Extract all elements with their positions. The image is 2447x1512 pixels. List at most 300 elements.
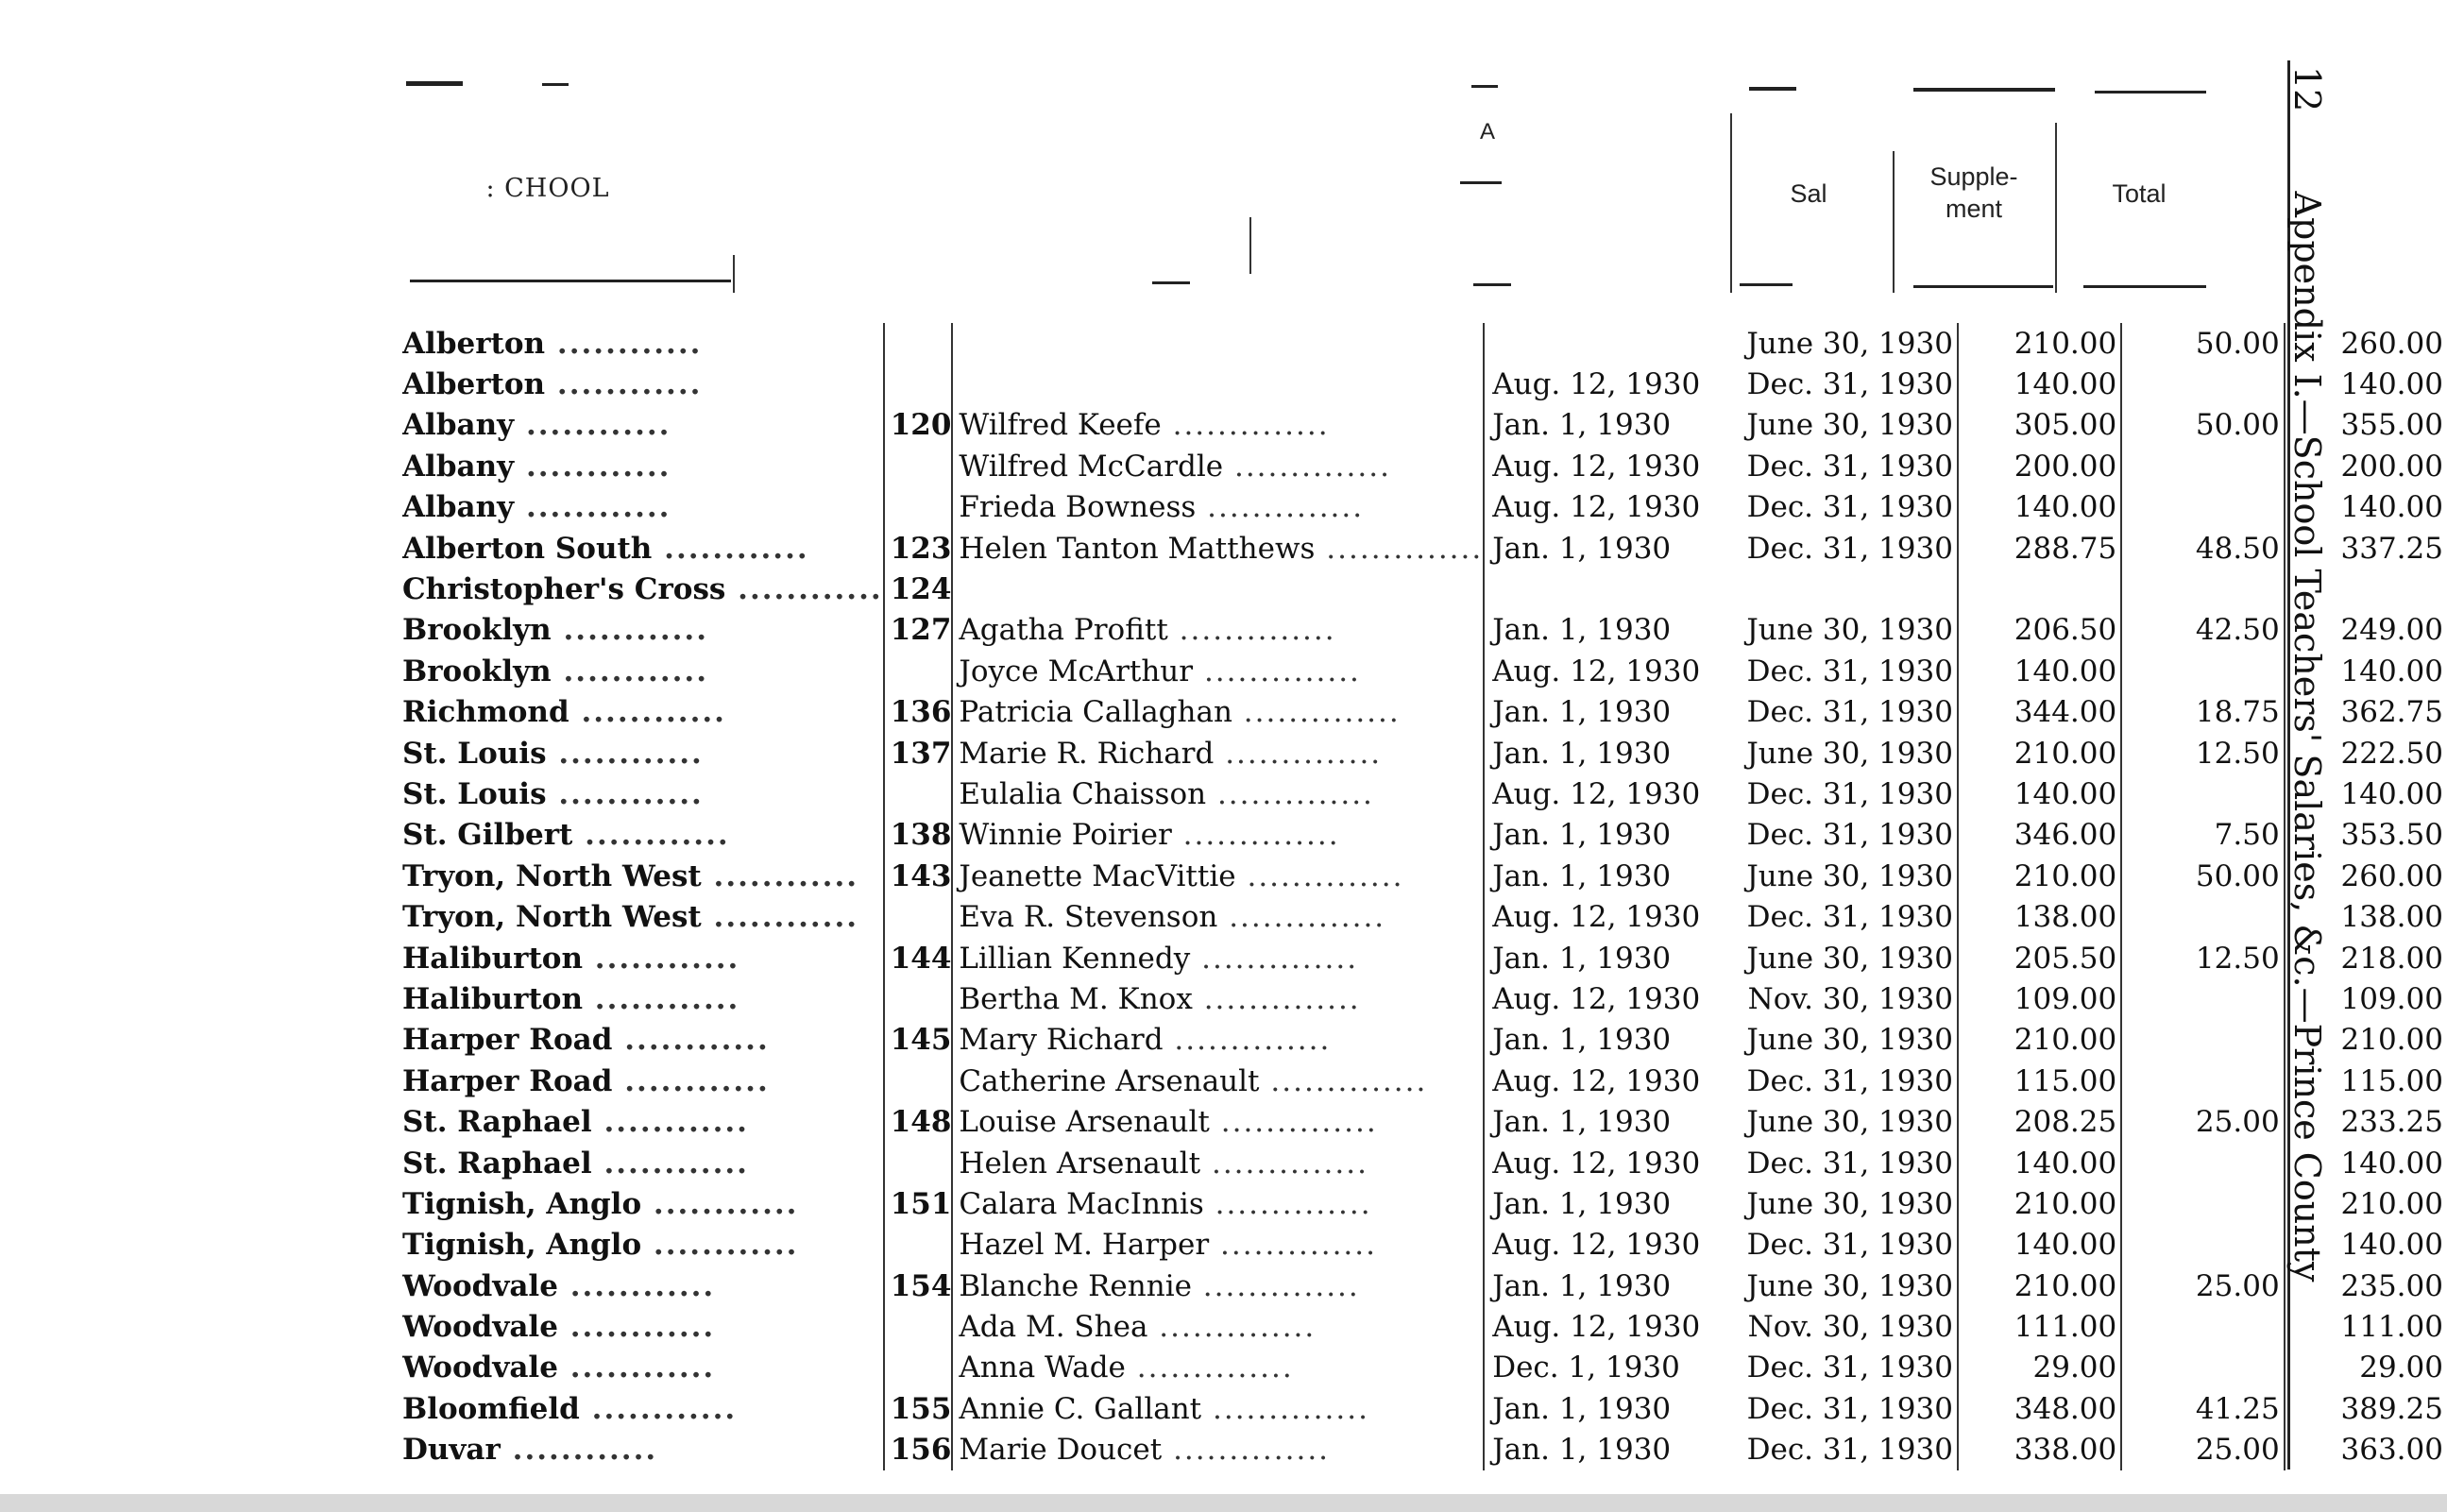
table-cell-teacher-text: Bertha M. Knox (959, 981, 1193, 1016)
table-cell-date-from-text: Aug. 12, 1930 (1492, 1063, 1701, 1098)
table-cell-date-to-text: Dec. 31, 1930 (1746, 695, 1953, 730)
table-cell-date-to (1736, 1306, 1957, 1347)
table-cell-date-to (1736, 1061, 1957, 1101)
table-cell-teacher (952, 773, 1484, 814)
table-cell-total-text: 210.00 (2340, 1186, 2443, 1221)
leader-dots: .............. (1206, 776, 1374, 811)
table-cell-school (402, 446, 884, 486)
header-divider (1460, 181, 1502, 184)
table-cell-total (2285, 1430, 2447, 1470)
leader-dots: ............ (514, 490, 671, 525)
table-cell-date-from (1484, 1306, 1736, 1347)
header-column-rule (1249, 217, 1251, 274)
table-cell-total-text: 115.00 (2340, 1063, 2443, 1098)
table-cell-salary-text: 210.00 (2014, 736, 2117, 771)
table-cell-school (402, 1101, 884, 1142)
table-cell-date-to-text: Dec. 31, 1930 (1746, 531, 1953, 566)
table-cell-supplement-text: 7.50 (2214, 818, 2280, 853)
table-cell-supplement-text: 25.00 (2195, 1268, 2280, 1303)
leader-dots: .............. (1235, 858, 1404, 893)
table-cell-district-number-text: 151 (890, 1186, 952, 1221)
table-cell-date-to-text: Dec. 31, 1930 (1746, 1228, 1953, 1263)
table-cell-date-from-text: Jan. 1, 1930 (1492, 818, 1672, 853)
table-cell-teacher (952, 692, 1484, 733)
table-cell-district-number (884, 1143, 953, 1183)
table-cell-supplement (2121, 1225, 2284, 1266)
table-cell-district-number (884, 528, 953, 569)
leader-dots: .............. (1125, 1351, 1294, 1385)
table-cell-teacher (952, 1061, 1484, 1101)
table-cell-date-from (1484, 323, 1736, 364)
table-cell-salary (1958, 1143, 2121, 1183)
table-cell-date-from-text: Jan. 1, 1930 (1492, 695, 1672, 730)
table-cell-school (402, 1225, 884, 1266)
table-cell-total-text: 249.00 (2340, 613, 2443, 648)
leader-dots: .............. (1147, 1310, 1317, 1345)
table-cell-total-text: 140.00 (2340, 1146, 2443, 1181)
supplement-column-header: Supple- ment (1929, 162, 2018, 223)
table-cell-teacher-text: Helen Arsenault (959, 1146, 1201, 1181)
table-cell-supplement-text: 41.25 (2195, 1391, 2280, 1426)
leader-dots: ............ (591, 1105, 749, 1140)
total-column-header: Total (2112, 179, 2167, 208)
table-cell-total-text: 138.00 (2340, 900, 2443, 935)
leader-dots: .............. (1217, 900, 1386, 935)
table-cell-date-from-text: Aug. 12, 1930 (1492, 981, 1701, 1016)
table-cell-district-number (884, 773, 953, 814)
table-cell-supplement (2121, 446, 2284, 486)
table-cell-teacher-text: Eulalia Chaisson (959, 776, 1207, 811)
table-cell-salary (1958, 856, 2121, 896)
table-cell-salary (1958, 364, 2121, 404)
table-cell-district-number (884, 610, 953, 651)
table-cell-salary (1958, 651, 2121, 691)
leader-dots: .............. (1201, 1391, 1369, 1426)
table-cell-district-number (884, 1101, 953, 1142)
table-cell-district-number (884, 1348, 953, 1388)
table-cell-date-to (1736, 1101, 1957, 1142)
appointed-column-header: A (1479, 119, 1495, 144)
leader-dots: ............ (500, 1433, 658, 1468)
table-cell-salary-text: 206.50 (2014, 613, 2117, 648)
table-cell-district-number (884, 364, 953, 404)
table-cell-date-from-text: Jan. 1, 1930 (1492, 613, 1672, 648)
table-cell-date-from-text: Aug. 12, 1930 (1492, 1146, 1701, 1181)
table-cell-date-from (1484, 446, 1736, 486)
table-cell-date-to (1736, 815, 1957, 856)
table-cell-date-to-text: June 30, 1930 (1746, 1023, 1953, 1058)
header-divider (1913, 285, 2053, 288)
leader-dots: ............ (545, 367, 703, 402)
table-cell-school-text: Tignish, Anglo (402, 1228, 642, 1263)
table-cell-supplement (2121, 1143, 2284, 1183)
school-column-header: : CHOOL (485, 174, 610, 203)
table-cell-salary (1958, 733, 2121, 773)
table-cell-teacher-text: Agatha Profitt (959, 613, 1168, 648)
table-cell-salary (1958, 610, 2121, 651)
table-row (402, 815, 2447, 856)
header-rule-fragment (542, 83, 569, 86)
table-cell-district-number-text: 145 (890, 1023, 952, 1058)
table-cell-school-text: St. Raphael (402, 1146, 592, 1181)
table-cell-salary-text: 140.00 (2014, 1146, 2117, 1181)
table-cell-total-text: 353.50 (2340, 818, 2443, 853)
table-cell-teacher-text: Winnie Poirier (959, 818, 1172, 853)
table-cell-date-from (1484, 1388, 1736, 1429)
table-cell-date-from-text: Jan. 1, 1930 (1492, 941, 1672, 976)
leader-dots: ............ (612, 1023, 770, 1058)
table-cell-school-text: Woodvale (402, 1351, 558, 1385)
table-cell-district-number-text: 124 (890, 572, 952, 607)
table-cell-salary-text: 140.00 (2014, 490, 2117, 525)
leader-dots: .............. (1232, 695, 1401, 730)
table-cell-salary-text: 305.00 (2014, 408, 2117, 443)
table-cell-date-to (1736, 1183, 1957, 1224)
table-cell-total-text: 200.00 (2340, 449, 2443, 484)
table-cell-teacher (952, 1388, 1484, 1429)
table-cell-total-text: 260.00 (2340, 858, 2443, 893)
table-cell-teacher (952, 569, 1484, 609)
table-cell-salary (1958, 692, 2121, 733)
table-cell-salary-text: 140.00 (2014, 1228, 2117, 1263)
leader-dots: .............. (1209, 1228, 1377, 1263)
table-cell-school-text: Haliburton (402, 941, 584, 976)
table-cell-salary-text: 200.00 (2014, 449, 2117, 484)
table-row (402, 569, 2447, 609)
table-cell-teacher-text: Blanche Rennie (959, 1268, 1192, 1303)
table-cell-date-to-text: June 30, 1930 (1746, 613, 1953, 648)
table-cell-teacher-text: Mary Richard (959, 1023, 1164, 1058)
table-cell-teacher (952, 1225, 1484, 1266)
table-cell-date-to-text: Dec. 31, 1930 (1746, 490, 1953, 525)
table-cell-date-to-text: June 30, 1930 (1746, 858, 1953, 893)
table-row (402, 446, 2447, 486)
table-row (402, 528, 2447, 569)
table-cell-salary-text: 344.00 (2014, 695, 2117, 730)
table-cell-teacher (952, 938, 1484, 978)
table-cell-date-to-text: Dec. 31, 1930 (1746, 1391, 1953, 1426)
table-cell-teacher-text: Jeanette MacVittie (959, 858, 1236, 893)
table-cell-supplement (2121, 1388, 2284, 1429)
table-cell-salary (1958, 1061, 2121, 1101)
table-cell-date-from-text: Aug. 12, 1930 (1492, 1310, 1701, 1345)
table-cell-school (402, 733, 884, 773)
header-divider (1473, 283, 1511, 286)
leader-dots: ............ (579, 1391, 738, 1426)
leader-dots: .............. (1315, 531, 1484, 566)
table-cell-school (402, 1020, 884, 1061)
leader-dots: .............. (1167, 613, 1336, 648)
table-cell-supplement-text: 12.50 (2195, 736, 2280, 771)
table-cell-date-to-text: June 30, 1930 (1746, 1186, 1953, 1221)
table-cell-school (402, 978, 884, 1019)
table-cell-date-from-text: Aug. 12, 1930 (1492, 654, 1701, 688)
table-cell-supplement (2121, 405, 2284, 446)
table-cell-date-to (1736, 1266, 1957, 1306)
table-cell-district-number (884, 938, 953, 978)
table-cell-school-text: St. Raphael (402, 1105, 592, 1140)
table-cell-salary-text: 338.00 (2014, 1433, 2117, 1468)
table-cell-district-number-text: 136 (890, 695, 952, 730)
leader-dots: ............ (725, 572, 883, 607)
table-cell-total-text: 337.25 (2340, 531, 2443, 566)
table-cell-date-from-text: Jan. 1, 1930 (1492, 1391, 1672, 1426)
table-cell-school (402, 1348, 884, 1388)
leader-dots: .............. (1191, 1268, 1360, 1303)
table-cell-date-to (1736, 978, 1957, 1019)
table-cell-date-to-text: Dec. 31, 1930 (1746, 818, 1953, 853)
table-cell-teacher-text: Wilfred McCardle (959, 449, 1224, 484)
header-rule-fragment (2095, 91, 2206, 93)
table-cell-date-from-text: Jan. 1, 1930 (1492, 408, 1672, 443)
table-cell-teacher (952, 1183, 1484, 1224)
table-cell-salary (1958, 896, 2121, 937)
table-cell-date-from-text: Jan. 1, 1930 (1492, 858, 1672, 893)
table-cell-date-to (1736, 487, 1957, 528)
table-cell-total-text: 260.00 (2340, 326, 2443, 361)
leader-dots: .............. (1193, 654, 1361, 688)
table-cell-salary (1958, 1430, 2121, 1470)
table-cell-supplement-text: 25.00 (2195, 1105, 2280, 1140)
table-cell-teacher-text: Hazel M. Harper (959, 1228, 1210, 1263)
table-cell-school (402, 896, 884, 937)
table-cell-district-number (884, 1183, 953, 1224)
table-cell-date-to-text: Dec. 31, 1930 (1746, 367, 1953, 402)
table-cell-school (402, 610, 884, 651)
table-cell-teacher-text: Marie Doucet (959, 1433, 1163, 1468)
table-cell-teacher (952, 1143, 1484, 1183)
table-cell-supplement-text: 50.00 (2195, 326, 2280, 361)
table-cell-total-text: 140.00 (2340, 776, 2443, 811)
table-cell-date-from (1484, 528, 1736, 569)
table-cell-district-number (884, 651, 953, 691)
table-cell-date-to-text: June 30, 1930 (1746, 1105, 1953, 1140)
table-cell-date-from-text: Jan. 1, 1930 (1492, 531, 1672, 566)
table-cell-date-from-text: Jan. 1, 1930 (1492, 1186, 1672, 1221)
header-column-rule (733, 255, 735, 293)
table-row (402, 487, 2447, 528)
table-cell-date-to (1736, 692, 1957, 733)
table-cell-supplement (2121, 978, 2284, 1019)
table-cell-salary-text: 210.00 (2014, 1268, 2117, 1303)
table-cell-district-number-text: 155 (890, 1391, 952, 1426)
leader-dots: ............ (569, 695, 726, 730)
table-cell-date-to (1736, 733, 1957, 773)
table-cell-date-to (1736, 1020, 1957, 1061)
table-cell-total-text: 111.00 (2340, 1310, 2443, 1345)
table-cell-supplement (2121, 1020, 2284, 1061)
table-cell-salary (1958, 1020, 2121, 1061)
table-cell-teacher-text: Helen Tanton Matthews (959, 531, 1316, 566)
table-cell-total-text: 389.25 (2340, 1391, 2443, 1426)
table-cell-supplement (2121, 487, 2284, 528)
table-cell-teacher (952, 405, 1484, 446)
header-rule-fragment (406, 81, 463, 86)
table-cell-school (402, 528, 884, 569)
leader-dots: .............. (1196, 490, 1365, 525)
table-cell-salary (1958, 978, 2121, 1019)
table-cell-date-to-text: Dec. 31, 1930 (1746, 900, 1953, 935)
header-divider (1740, 283, 1793, 286)
table-cell-date-to (1736, 446, 1957, 486)
side-heading (2286, 66, 2371, 1426)
table-cell-district-number-text: 156 (890, 1433, 952, 1468)
table-cell-school-text: Alberton South (402, 531, 653, 566)
table-cell-total-text: 140.00 (2340, 1228, 2443, 1263)
table-cell-salary-text: 210.00 (2014, 326, 2117, 361)
table-cell-salary (1958, 773, 2121, 814)
table-cell-district-number (884, 323, 953, 364)
table-cell-supplement-text: 25.00 (2195, 1433, 2280, 1468)
table-row (402, 1225, 2447, 1266)
table-cell-date-from (1484, 856, 1736, 896)
table-cell-date-from (1484, 1430, 1736, 1470)
leader-dots: .............. (1203, 1186, 1372, 1221)
table-cell-date-from (1484, 1183, 1736, 1224)
leader-dots: ............ (551, 613, 709, 648)
leader-dots: ............ (591, 1146, 749, 1181)
table-row (402, 856, 2447, 896)
table-cell-date-to-text: June 30, 1930 (1746, 1268, 1953, 1303)
table-cell-date-to-text: Nov. 30, 1930 (1747, 981, 1953, 1016)
table-cell-school-text: Bloomfield (402, 1391, 580, 1426)
table-cell-school (402, 1183, 884, 1224)
table-cell-salary (1958, 323, 2121, 364)
table-cell-date-from (1484, 978, 1736, 1019)
table-cell-district-number (884, 1306, 953, 1347)
table-cell-teacher-text: Annie C. Gallant (959, 1391, 1202, 1426)
table-row (402, 323, 2447, 364)
table-cell-date-from-text: Jan. 1, 1930 (1492, 1268, 1672, 1303)
table-cell-salary (1958, 938, 2121, 978)
table-cell-district-number (884, 487, 953, 528)
table-cell-salary-text: 346.00 (2014, 818, 2117, 853)
table-row (402, 1143, 2447, 1183)
table-cell-salary-text: 140.00 (2014, 367, 2117, 402)
table-cell-total-text: 29.00 (2359, 1351, 2443, 1385)
table-cell-date-to (1736, 323, 1957, 364)
table-cell-salary-text: 138.00 (2014, 900, 2117, 935)
table-cell-district-number (884, 978, 953, 1019)
table-cell-district-number (884, 692, 953, 733)
table-cell-district-number (884, 1061, 953, 1101)
leader-dots: .............. (1214, 736, 1383, 771)
table-cell-school-text: Alberton (402, 326, 546, 361)
table-cell-teacher (952, 896, 1484, 937)
table-cell-school (402, 1266, 884, 1306)
table-cell-district-number (884, 896, 953, 937)
table-cell-school-text: Woodvale (402, 1268, 558, 1303)
table-cell-supplement (2121, 528, 2284, 569)
table-cell-date-from (1484, 1348, 1736, 1388)
table-cell-salary-text: 210.00 (2014, 1186, 2117, 1221)
table-cell-date-from (1484, 610, 1736, 651)
table-cell-school (402, 1143, 884, 1183)
header-rule-fragment (1749, 87, 1796, 91)
table-cell-date-to (1736, 405, 1957, 446)
table-cell-salary (1958, 528, 2121, 569)
header-column-rule (2055, 123, 2057, 293)
table-cell-school (402, 1061, 884, 1101)
table-cell-date-to (1736, 938, 1957, 978)
table-cell-district-number-text: 137 (890, 736, 952, 771)
table-cell-date-to-text: Dec. 31, 1930 (1746, 776, 1953, 811)
table-cell-district-number (884, 733, 953, 773)
table-cell-supplement-text: 50.00 (2195, 858, 2280, 893)
table-cell-date-from (1484, 938, 1736, 978)
table-cell-teacher-text: Calara MacInnis (959, 1186, 1204, 1221)
leader-dots: ............ (652, 531, 809, 566)
table-cell-date-from (1484, 733, 1736, 773)
leader-dots: .............. (1161, 408, 1330, 443)
table-cell-supplement (2121, 815, 2284, 856)
table-cell-date-to (1736, 896, 1957, 937)
table-cell-date-to (1736, 1430, 1957, 1470)
salary-table (402, 323, 2447, 1470)
leader-dots: ............ (583, 941, 740, 976)
table-cell-total-text: 218.00 (2340, 941, 2443, 976)
table-cell-teacher (952, 1306, 1484, 1347)
table-cell-total-text: 140.00 (2340, 654, 2443, 688)
table-cell-school-text: St. Louis (402, 776, 547, 811)
table-cell-school-text: Albany (402, 449, 515, 484)
leader-dots: ............ (514, 449, 671, 484)
table-cell-date-from (1484, 364, 1736, 404)
table-cell-salary-text: 140.00 (2014, 776, 2117, 811)
table-cell-school (402, 487, 884, 528)
table-row (402, 610, 2447, 651)
table-cell-supplement (2121, 938, 2284, 978)
table-cell-teacher-text: Frieda Bowness (959, 490, 1197, 525)
table-cell-district-number (884, 1388, 953, 1429)
table-cell-date-to-text: June 30, 1930 (1746, 408, 1953, 443)
table-cell-supplement (2121, 569, 2284, 609)
table-cell-total-text: 235.00 (2340, 1268, 2443, 1303)
table-cell-district-number-text: 143 (890, 858, 952, 893)
table-row (402, 364, 2447, 404)
table-cell-total-text: 363.00 (2340, 1433, 2443, 1468)
table-cell-total-text: 355.00 (2340, 408, 2443, 443)
leader-dots: .............. (1163, 1023, 1332, 1058)
table-cell-district-number-text: 127 (890, 613, 952, 648)
table-cell-date-from-text: Aug. 12, 1930 (1492, 776, 1701, 811)
table-cell-teacher-text: Lillian Kennedy (959, 941, 1191, 976)
table-cell-date-to-text: Dec. 31, 1930 (1746, 449, 1953, 484)
table-cell-date-to (1736, 1225, 1957, 1266)
table-cell-date-to (1736, 528, 1957, 569)
table-cell-supplement (2121, 651, 2284, 691)
table-cell-school-text: Harper Road (402, 1063, 613, 1098)
table-cell-teacher (952, 1101, 1484, 1142)
table-cell-salary (1958, 1225, 2121, 1266)
table-cell-date-to (1736, 856, 1957, 896)
table-cell-teacher (952, 1020, 1484, 1061)
table-cell-supplement-text: 18.75 (2195, 695, 2280, 730)
table-cell-supplement (2121, 1430, 2284, 1470)
table-cell-supplement (2121, 692, 2284, 733)
table-cell-date-from (1484, 487, 1736, 528)
table-cell-date-from (1484, 1101, 1736, 1142)
table-cell-supplement (2121, 856, 2284, 896)
table-cell-district-number (884, 569, 953, 609)
table-cell-salary (1958, 1348, 2121, 1388)
table-cell-school-text: Brooklyn (402, 613, 552, 648)
table-row (402, 651, 2447, 691)
table-cell-date-to-text: Dec. 31, 1930 (1746, 1063, 1953, 1098)
header-rule-fragment (1471, 85, 1498, 88)
table-cell-teacher (952, 978, 1484, 1019)
table-cell-salary-text: 29.00 (2032, 1351, 2117, 1385)
